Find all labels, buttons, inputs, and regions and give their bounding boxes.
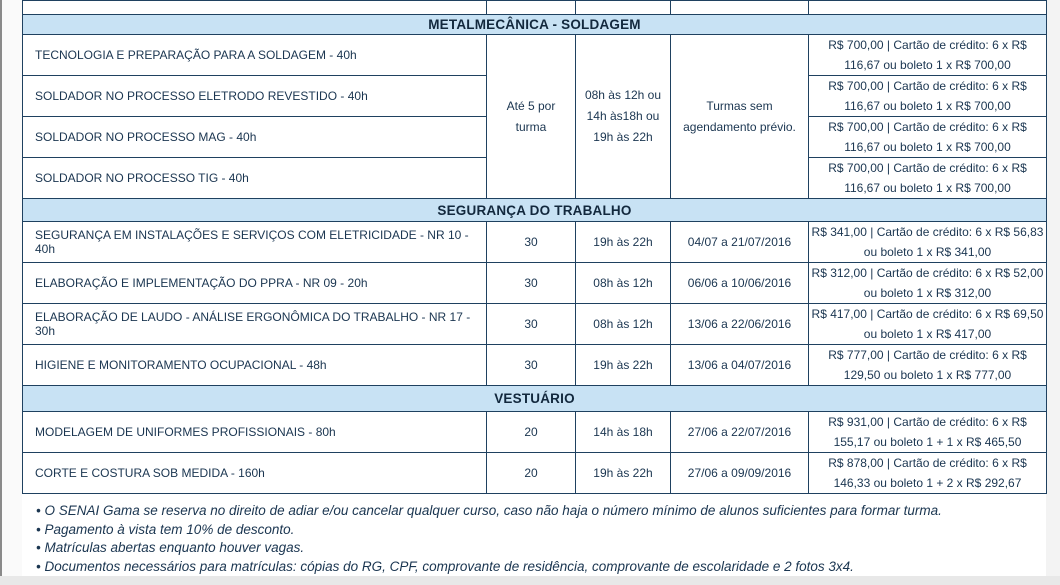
course-price: R$ 931,00 | Cartão de crédito: 6 x R$ 155,17 ou boleto 1 + 1 x R$ 465,50 <box>809 412 1047 453</box>
table-row <box>23 453 1047 494</box>
footnotes <box>36 502 1046 576</box>
section-title: VESTUÁRIO <box>23 386 1047 412</box>
course-horario: 19h às 22h <box>576 222 671 263</box>
course-horario: 14h às 18h <box>576 412 671 453</box>
course-vagas: 30 <box>487 345 576 386</box>
section-title: METALMECÂNICA - SOLDAGEM <box>23 15 1047 35</box>
course-vagas: 30 <box>487 304 576 345</box>
course-name: ELABORAÇÃO DE LAUDO - ANÁLISE ERGONÔMICA DO TRABALHO - NR 17 - 30h <box>23 304 487 345</box>
course-price: R$ 878,00 | Cartão de crédito: 6 x R$ 146,33 ou boleto 1 + 2 x R$ 292,67 <box>809 453 1047 494</box>
course-name: MODELAGEM DE UNIFORMES PROFISSIONAIS - 80h <box>23 412 487 453</box>
footnote-item: • Matrículas abertas enquanto houver vagas. <box>36 540 305 556</box>
section-header-metalmecanica <box>23 15 1047 35</box>
page-right-margin <box>1046 0 1060 585</box>
course-periodo: 06/06 a 10/06/2016 <box>671 263 809 304</box>
course-horario: 08h às 12h <box>576 263 671 304</box>
course-horario: 08h às 12h ou 14h às18h ou 19h às 22h <box>576 35 671 199</box>
course-price: R$ 341,00 | Cartão de crédito: 6 x R$ 56,83 ou boleto 1 x R$ 341,00 <box>809 222 1047 263</box>
course-price: R$ 700,00 | Cartão de crédito: 6 x R$ 116,67 ou boleto 1 x R$ 700,00 <box>809 76 1047 117</box>
course-name: CORTE E COSTURA SOB MEDIDA - 160h <box>23 453 487 494</box>
section-title: SEGURANÇA DO TRABALHO <box>23 199 1047 222</box>
course-vagas: Até 5 por turma <box>487 35 576 199</box>
course-price: R$ 777,00 | Cartão de crédito: 6 x R$ 129,50 ou boleto 1 x R$ 777,00 <box>809 345 1047 386</box>
course-price: R$ 700,00 | Cartão de crédito: 6 x R$ 116,67 ou boleto 1 x R$ 700,00 <box>809 158 1047 199</box>
course-horario: 19h às 22h <box>576 453 671 494</box>
course-name: SOLDADOR NO PROCESSO ELETRODO REVESTIDO - 40h <box>23 76 487 117</box>
page-edge <box>0 0 2 585</box>
course-name: HIGIENE E MONITORAMENTO OCUPACIONAL - 48h <box>23 345 487 386</box>
page-left-margin <box>0 0 22 585</box>
course-periodo: 27/06 a 09/09/2016 <box>671 453 809 494</box>
table-row <box>23 345 1047 386</box>
course-name: SOLDADOR NO PROCESSO MAG - 40h <box>23 117 487 158</box>
course-periodo: Turmas sem agendamento prévio. <box>671 35 809 199</box>
footnote-item: • Pagamento à vista tem 10% de desconto. <box>36 521 295 537</box>
course-horario: 08h às 12h <box>576 304 671 345</box>
table-row <box>23 304 1047 345</box>
section-header-vestuario <box>23 386 1047 412</box>
course-periodo: 27/06 a 22/07/2016 <box>671 412 809 453</box>
footnote-item: • Documentos necessários para matrículas: cópias do RG, CPF, comprovante de residência, comprovante de escolaridade e 2 fotos 3x4. <box>36 558 854 574</box>
course-horario: 19h às 22h <box>576 345 671 386</box>
bottom-scroll-strip <box>0 576 1060 585</box>
course-vagas: 20 <box>487 412 576 453</box>
course-vagas: 30 <box>487 263 576 304</box>
course-price: R$ 700,00 | Cartão de crédito: 6 x R$ 116,67 ou boleto 1 x R$ 700,00 <box>809 117 1047 158</box>
course-vagas: 30 <box>487 222 576 263</box>
section-header-seguranca <box>23 199 1047 222</box>
courses-table <box>22 0 1047 494</box>
table-row <box>23 412 1047 453</box>
course-name: TECNOLOGIA E PREPARAÇÃO PARA A SOLDAGEM - 40h <box>23 35 487 76</box>
course-name: ELABORAÇÃO E IMPLEMENTAÇÃO DO PPRA - NR 09 - 20h <box>23 263 487 304</box>
course-periodo: 13/06 a 04/07/2016 <box>671 345 809 386</box>
course-name: SEGURANÇA EM INSTALAÇÕES E SERVIÇOS COM ELETRICIDADE - NR 10 - 40h <box>23 222 487 263</box>
footnote-item: • O SENAI Gama se reserva no direito de adiar e/ou cancelar qualquer curso, caso não haja o número mínimo de alunos suficientes para formar turma. <box>36 503 942 518</box>
course-price: R$ 700,00 | Cartão de crédito: 6 x R$ 116,67 ou boleto 1 x R$ 700,00 <box>809 35 1047 76</box>
course-name: SOLDADOR NO PROCESSO TIG - 40h <box>23 158 487 199</box>
table-row <box>23 263 1047 304</box>
course-price: R$ 312,00 | Cartão de crédito: 6 x R$ 52,00 ou boleto 1 x R$ 312,00 <box>809 263 1047 304</box>
course-periodo: 13/06 a 22/06/2016 <box>671 304 809 345</box>
table-row <box>23 35 1047 76</box>
table-row <box>23 222 1047 263</box>
course-price: R$ 417,00 | Cartão de crédito: 6 x R$ 69,50 ou boleto 1 x R$ 417,00 <box>809 304 1047 345</box>
course-vagas: 20 <box>487 453 576 494</box>
course-periodo: 04/07 a 21/07/2016 <box>671 222 809 263</box>
